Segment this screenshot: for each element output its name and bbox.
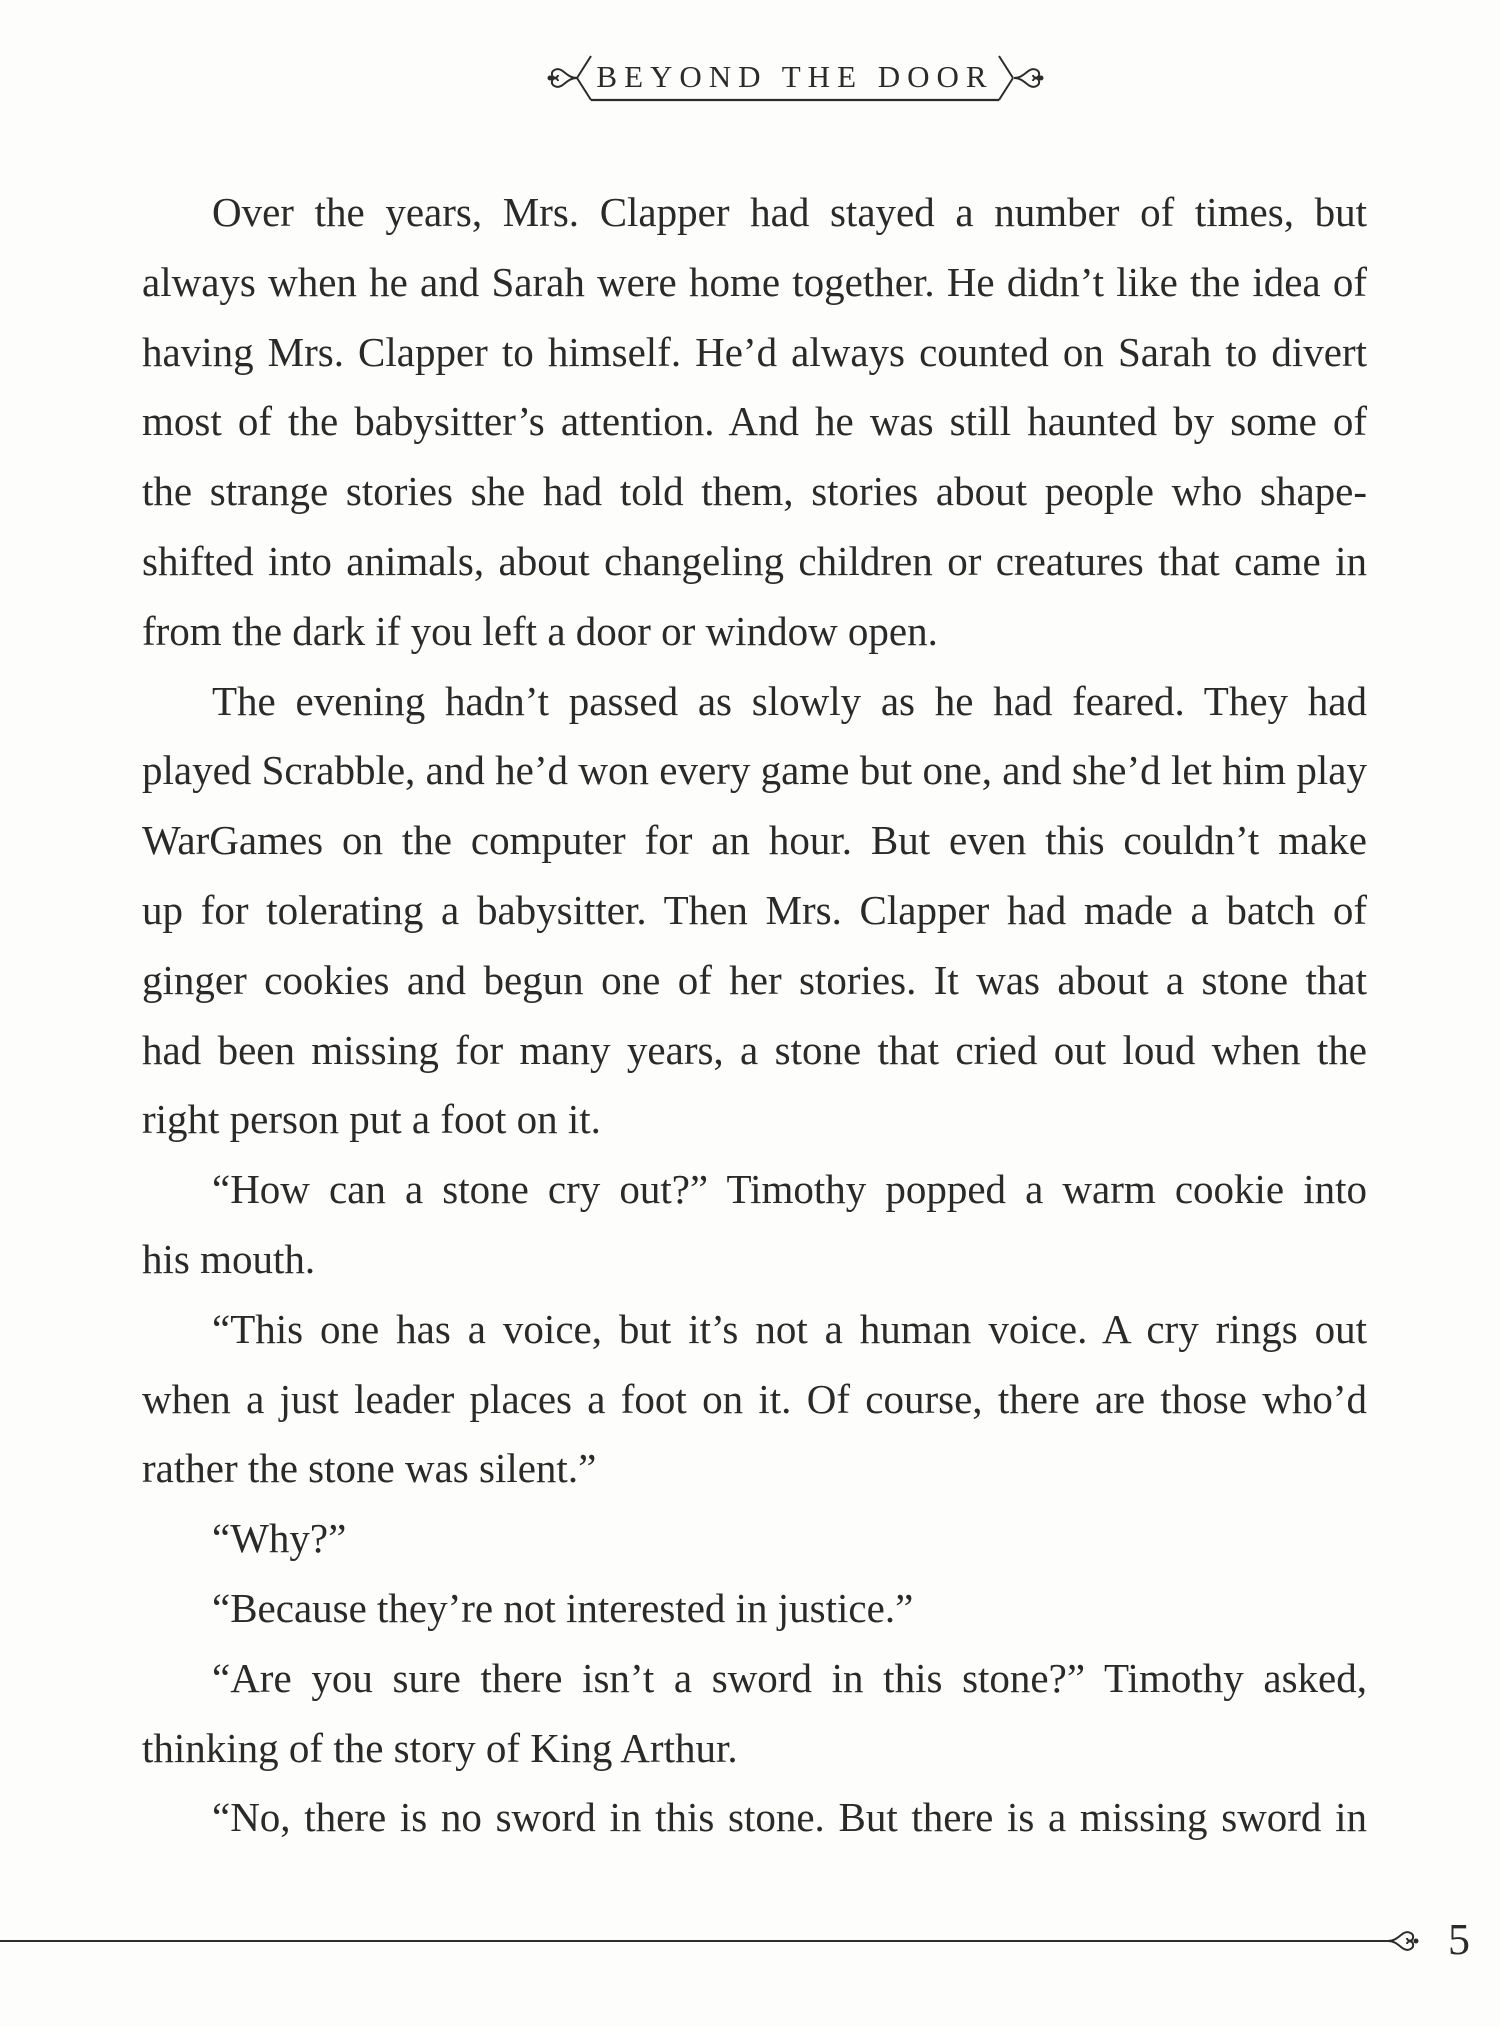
text-line: played Scrabble, and he’d won every game but one, and she’d let him play — [142, 747, 1367, 794]
text-line: thinking of the story of King Arthur. — [142, 1724, 738, 1771]
right-flourish-ornament-icon — [1012, 58, 1046, 98]
text-line: most of the babysitter’s attention. And he was still haunted by some of — [142, 398, 1367, 445]
footer-flourish-ornament-icon — [1386, 1922, 1422, 1962]
text-line: when a just leader places a foot on it. Of course, there are those who’d — [142, 1375, 1367, 1422]
text-line: WarGames on the computer for an hour. But even this couldn’t make — [142, 817, 1367, 864]
text-line: his mouth. — [142, 1235, 316, 1282]
left-flourish-ornament-icon — [545, 58, 579, 98]
page-footer — [0, 1910, 1500, 1990]
text-line: up for tolerating a babysitter. Then Mrs. Clapper had made a batch of — [142, 886, 1367, 933]
body-text — [142, 178, 1367, 1853]
text-line: right person put a foot on it. — [142, 1096, 601, 1143]
text-line: had been missing for many years, a stone that cried out loud when the — [142, 1026, 1367, 1073]
text-line: rather the stone was silent.” — [142, 1445, 597, 1492]
text-line: “This one has a voice, but it’s not a human voice. A cry rings out — [212, 1305, 1367, 1352]
text-line: “Because they’re not interested in justice.” — [212, 1584, 914, 1631]
footer-rule — [0, 1940, 1388, 1942]
text-line: having Mrs. Clapper to himself. He’d always counted on Sarah to divert — [142, 328, 1367, 375]
page-number: 5 — [1448, 1915, 1470, 1964]
text-line: from the dark if you left a door or window open. — [142, 607, 938, 654]
text-line: “Are you sure there isn’t a sword in this stone?” Timothy asked, — [212, 1654, 1367, 1701]
running-header-title: BEYOND THE DOOR — [596, 59, 994, 94]
text-line: The evening hadn’t passed as slowly as he had feared. They had — [212, 677, 1367, 724]
text-line: Over the years, Mrs. Clapper had stayed a number of times, but — [212, 189, 1367, 235]
running-header — [0, 50, 1500, 106]
text-line: “No, there is no sword in this stone. But there is a missing sword in — [212, 1794, 1367, 1841]
text-line: “How can a stone cry out?” Timothy popped a warm cookie into — [212, 1166, 1367, 1213]
text-line: always when he and Sarah were home together. He didn’t like the idea of — [142, 258, 1367, 305]
text-line: “Why?” — [212, 1515, 347, 1562]
text-line: the strange stories she had told them, stories about people who shape- — [142, 468, 1367, 515]
text-line: shifted into animals, about changeling children or creatures that came in — [142, 537, 1367, 584]
text-line: ginger cookies and begun one of her stories. It was about a stone that — [142, 956, 1367, 1003]
